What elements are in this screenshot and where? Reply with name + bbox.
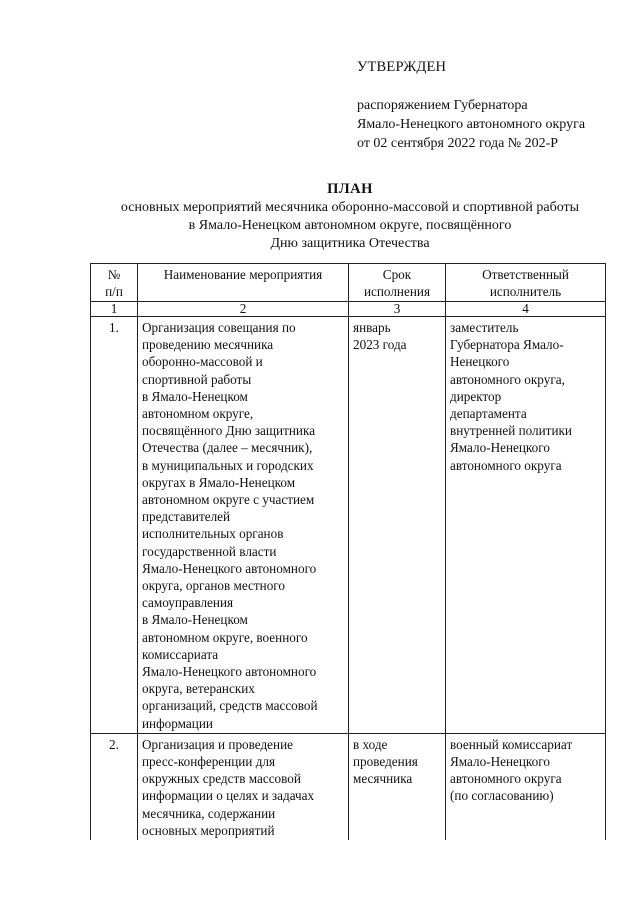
column-number: 4 (446, 302, 606, 317)
column-number: 3 (349, 302, 446, 317)
approval-line-2: Ямало-Ненецкого автономного округа (357, 117, 586, 132)
column-number: 2 (138, 302, 349, 317)
approval-block (357, 58, 627, 153)
table-row (91, 733, 606, 840)
header-executor: Ответственный исполнитель (446, 264, 606, 302)
event-name: Организация и проведение пресс-конференции для окружных средств массовой информации о целях и задачах месячника, содержании основных мероприятий (138, 733, 349, 840)
event-executor: заместитель Губернатора Ямало- Ненецкого автономного округа, директор департамента внутренней политики Ямало-Ненецкого автономного округа (446, 317, 606, 734)
plan-heading: ПЛАН (327, 181, 373, 197)
header-term: Срок исполнения (349, 264, 446, 302)
approval-line-1: распоряжением Губернатора (357, 98, 528, 113)
table-row (91, 317, 606, 734)
event-term: январь 2023 года (349, 317, 446, 734)
row-number: 2. (91, 733, 138, 840)
event-name: Организация совещания по проведению месячника оборонно-массовой и спортивной работы в Ямало-Ненецком автономном округе, посвящённого Дню защитника Отечества (далее – месячник), в муниципальных и городских округах в Ямало-Ненецком автономном округе с участием представителей исполнительных органов государственной власти Ямало-Ненецкого автономного округа, органов местного самоуправления в Ямало-Ненецком автономном округе, военного комиссариата Ямало-Ненецкого автономного округа, ветеранских организаций, средств массовой информации (138, 317, 349, 734)
approval-stamp: УТВЕРЖДЕН (357, 59, 447, 75)
title-line-3: Дню защитника Отечества (270, 236, 430, 251)
document-title (60, 180, 640, 253)
header-num: № п/п (91, 264, 138, 302)
title-line-2: в Ямало-Ненецком автономном округе, посвящённого (188, 218, 512, 233)
column-number: 1 (91, 302, 138, 317)
column-number-row (91, 302, 606, 317)
events-table (90, 263, 606, 840)
event-executor: военный комиссариат Ямало-Ненецкого автономного округа (по согласованию) (446, 733, 606, 840)
row-number: 1. (91, 317, 138, 734)
approval-line-3: от 02 сентября 2022 года № 202-Р (357, 136, 559, 151)
table-header-row (91, 264, 606, 302)
event-term: в ходе проведения месячника (349, 733, 446, 840)
header-name: Наименование мероприятия (138, 264, 349, 302)
title-line-1: основных мероприятий месячника оборонно-массовой и спортивной работы (120, 200, 580, 215)
